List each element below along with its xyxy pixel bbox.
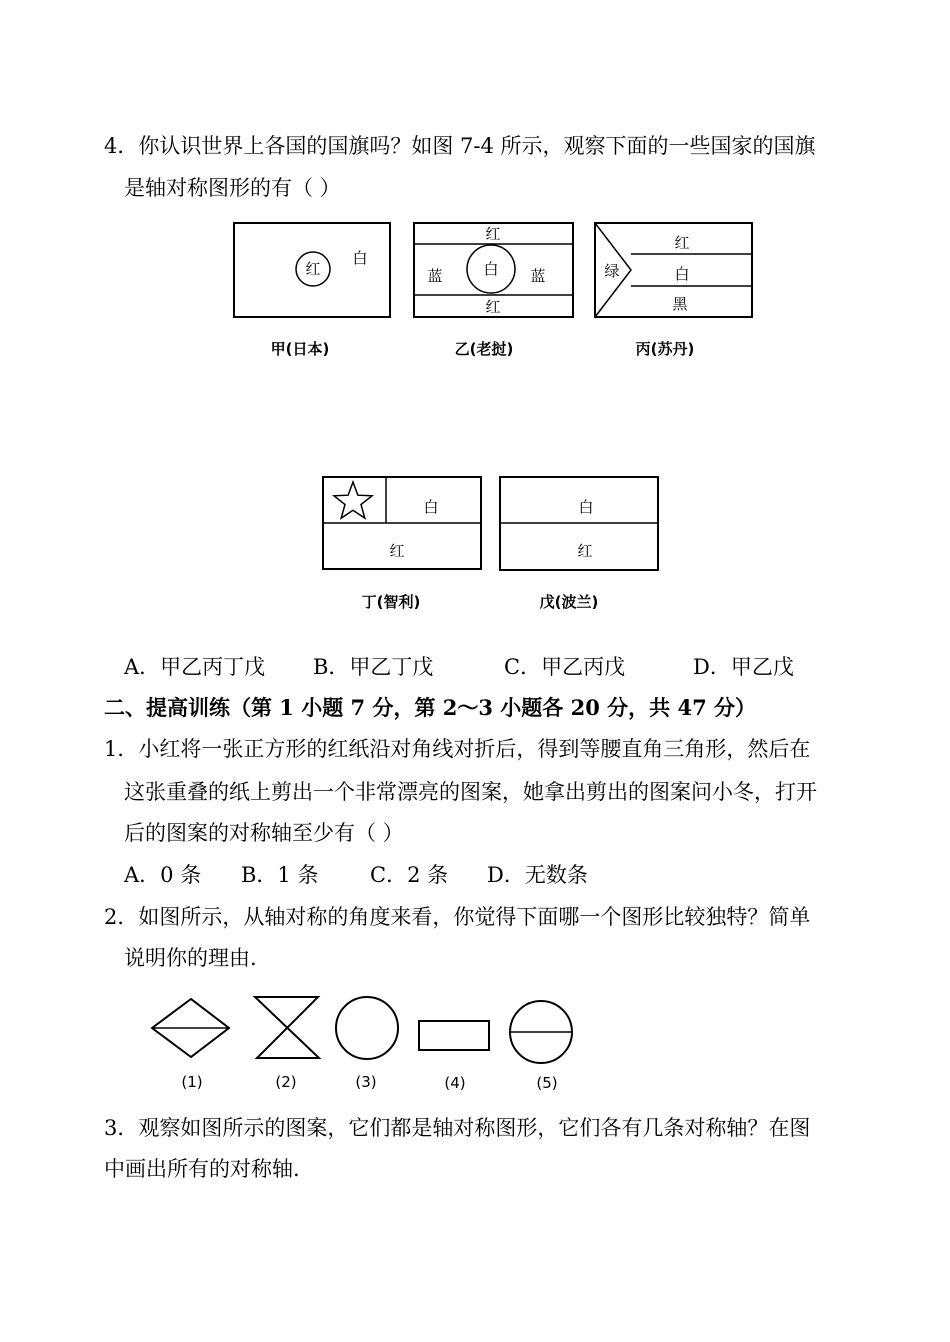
shape-4-label: (4)	[444, 1074, 466, 1092]
japan-caption: 甲(日本)	[270, 340, 330, 358]
p1-line-2: 这张重叠的纸上剪出一个非常漂亮的图案，她拿出剪出的图案问小冬，打开	[124, 780, 817, 804]
p1-option-b: B．1 条	[241, 863, 319, 887]
q4-line-2: 是轴对称图形的有（ ）	[124, 176, 341, 200]
shape-1-label: (1)	[181, 1073, 203, 1091]
p3-line-2: 中画出所有的对称轴.	[104, 1157, 300, 1181]
p2-line-2: 说明你的理由.	[124, 946, 257, 970]
p3-line-1: 3．观察如图所示的图案，它们都是轴对称图形，它们各有几条对称轴？在图	[104, 1116, 811, 1140]
flag-japan	[234, 223, 390, 358]
sudan-caption: 丙(苏丹)	[635, 340, 695, 358]
shape-1-rhombus	[152, 999, 229, 1091]
p2-line-1: 2．如图所示，从轴对称的角度来看，你觉得下面哪一个图形比较独特？简单	[104, 905, 811, 929]
japan-circle-label: 红	[305, 260, 321, 278]
flags-row-2	[315, 470, 675, 620]
flags-row-1	[225, 215, 765, 370]
laos-bottom-label: 红	[485, 298, 501, 316]
shape-3-circle	[336, 997, 398, 1091]
laos-left-label: 蓝	[427, 267, 443, 285]
shape-5-circle-with-line	[510, 1001, 572, 1092]
shape-2-hourglass	[255, 997, 319, 1091]
laos-center-label: 白	[483, 260, 499, 278]
flag-poland	[500, 477, 658, 611]
p1-option-c: C．2 条	[370, 863, 449, 887]
chile-bottom-label: 红	[389, 542, 405, 560]
sudan-triangle-label: 绿	[604, 262, 620, 280]
q4-option-d: D．甲乙戊	[693, 655, 794, 679]
shape-3-label: (3)	[355, 1073, 377, 1091]
shape-5-label: (5)	[536, 1074, 558, 1092]
chile-top-label: 白	[423, 498, 439, 516]
section-2-title: 二、提高训练（第 1 小题 7 分，第 2～3 小题各 20 分，共 47 分）	[104, 695, 757, 720]
laos-right-label: 蓝	[530, 267, 546, 285]
japan-field-label: 白	[352, 249, 368, 267]
laos-caption: 乙(老挝)	[454, 340, 514, 358]
poland-bottom-label: 红	[577, 542, 593, 560]
q4-option-c: C．甲乙丙戊	[504, 655, 626, 679]
p1-option-a: A．0 条	[124, 863, 202, 887]
p1-line-1: 1．小红将一张正方形的红纸沿对角线对折后，得到等腰直角三角形，然后在	[104, 737, 811, 761]
q4-option-a: A．甲乙丙丁戊	[124, 655, 266, 679]
poland-caption: 戊(波兰)	[539, 593, 599, 611]
shapes-figure	[145, 990, 585, 1095]
flag-chile	[323, 477, 481, 611]
shape-4-rectangle	[419, 1021, 489, 1092]
star-icon	[334, 482, 372, 518]
p1-line-3: 后的图案的对称轴至少有（ ）	[124, 821, 404, 845]
sudan-band-2-label: 白	[674, 265, 690, 283]
sudan-band-3-label: 黑	[672, 295, 688, 313]
chile-caption: 丁(智利)	[361, 593, 421, 611]
poland-top-label: 白	[578, 498, 594, 516]
flag-sudan	[595, 223, 752, 358]
sudan-band-1-label: 红	[674, 234, 690, 252]
p1-option-d: D．无数条	[487, 863, 588, 887]
shape-2-label: (2)	[275, 1073, 297, 1091]
laos-top-label: 红	[485, 225, 501, 243]
q4-line-1: 4．你认识世界上各国的国旗吗？如图 7-4 所示，观察下面的一些国家的国旗	[104, 134, 816, 158]
q4-option-b: B．甲乙丁戊	[313, 655, 434, 679]
flag-laos	[414, 223, 573, 358]
